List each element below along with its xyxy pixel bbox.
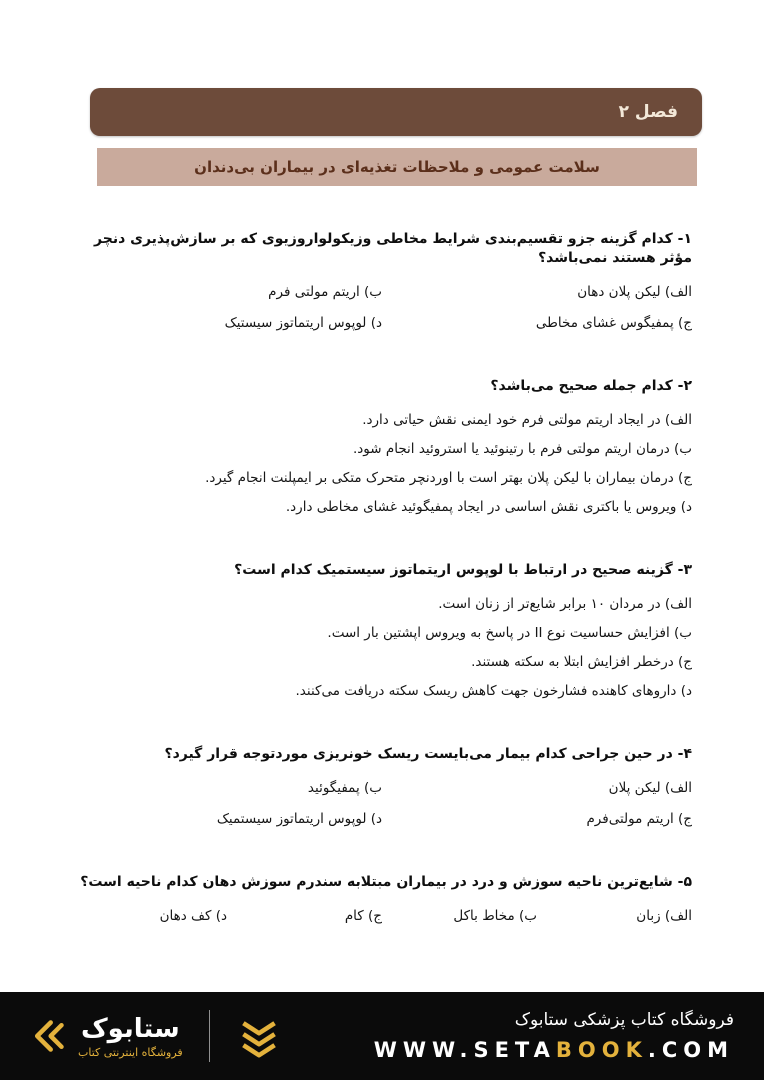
option-a: الف) در مردان ۱۰ برابر شایع‌تر از زنان است. — [438, 596, 692, 612]
option-c: ج) اریتم مولتی‌فرم — [586, 811, 692, 827]
option-a: الف) زبان — [636, 908, 692, 924]
option-c: ج) درمان بیماران با لیکن پلان بهتر است با اوردنچر متحرک متکی بر ایمپلنت انجام گیرد. — [205, 470, 692, 486]
brand-wordmark — [78, 1014, 183, 1059]
chapter-header-bar — [90, 88, 702, 136]
option-d: د) ویروس یا باکتری نقش اساسی در ایجاد پمفیگوئید غشای مخاطی دارد. — [285, 499, 692, 515]
question-options — [72, 906, 692, 926]
question-options — [72, 282, 692, 333]
question-options — [72, 778, 692, 829]
brand-tagline: فروشگاه اینترنتی کتاب — [78, 1045, 183, 1059]
store-name: فروشگاه کتاب پزشکی ستابوک — [514, 1010, 734, 1030]
option-b: ب) پمفیگوئید — [307, 780, 382, 796]
question-options — [72, 594, 692, 701]
question-1 — [72, 230, 692, 333]
chapter-title: فصل ۲ — [618, 102, 678, 122]
setabook-chevron-logo-icon — [30, 1017, 66, 1055]
store-info-block — [374, 1010, 734, 1062]
section-title: سلامت عمومی و ملاحظات تغذیه‌ای در بیماران بی‌دندان — [194, 158, 600, 176]
question-text: ۲- کدام جمله صحیح می‌باشد؟ — [490, 378, 692, 394]
option-b: ب) اریتم مولتی فرم — [268, 284, 382, 300]
option-c: ج) درخطر افزایش ابتلا به سکته هستند. — [471, 654, 692, 670]
question-text: ۴- در حین جراحی کدام بیمار می‌بایست ریسک خونریزی موردتوجه قرار گیرد؟ — [164, 746, 692, 762]
footer-divider — [209, 1010, 210, 1062]
brand-name: ستابوک — [81, 1013, 180, 1044]
question-4 — [72, 745, 692, 829]
question-text: ۵- شایع‌ترین ناحیه سوزش و درد در بیماران مبتلابه سندرم سوزش دهان کدام ناحیه است؟ — [80, 874, 692, 890]
option-d: د) لوپوس اریتماتوز سیستیک — [224, 315, 382, 331]
url-highlight: BOOK — [555, 1038, 648, 1062]
question-2 — [72, 377, 692, 517]
url-prefix: WWW.SETA — [373, 1038, 556, 1062]
option-d: د) کف دهان — [159, 908, 227, 924]
option-d: د) داروهای کاهنده فشارخون جهت کاهش ریسک سکته دریافت می‌کنند. — [295, 683, 692, 699]
option-b: ب) افزایش حساسیت نوع II در پاسخ به ویروس اپشتین بار است. — [327, 625, 692, 641]
option-d: د) لوپوس اریتماتوز سیستمیک — [216, 811, 382, 827]
question-5 — [72, 873, 692, 926]
question-text: ۱- کدام گزینه جزو تقسیم‌بندی شرایط مخاطی وزیکولواروزیوی که بر سازش‌پذیری دنچر مؤثر هستند نمی‌باشد؟ — [94, 231, 692, 266]
question-options — [72, 410, 692, 517]
url-suffix: .COM — [647, 1038, 734, 1062]
brand-block — [30, 1010, 282, 1062]
questions-list — [72, 230, 692, 970]
option-b: ب) مخاط باکل — [453, 908, 537, 924]
question-text: ۳- گزینه صحیح در ارتباط با لوپوس اریتماتوز سیستمیک کدام است؟ — [234, 562, 692, 578]
store-url — [374, 1038, 734, 1062]
option-c: ج) کام — [344, 908, 382, 924]
section-title-bar — [97, 148, 697, 186]
option-b: ب) درمان اریتم مولتی فرم با رتینوئید یا استروئید انجام شود. — [352, 441, 692, 457]
publisher-footer — [0, 992, 764, 1080]
option-a: الف) لیکن پلان — [608, 780, 692, 796]
open-book-icon — [236, 1014, 282, 1058]
option-c: ج) پمفیگوس غشای مخاطی — [535, 315, 692, 331]
option-a: الف) در ایجاد اریتم مولتی فرم خود ایمنی نقش حیاتی دارد. — [362, 412, 692, 428]
option-a: الف) لیکن پلان دهان — [577, 284, 692, 300]
question-3 — [72, 561, 692, 701]
